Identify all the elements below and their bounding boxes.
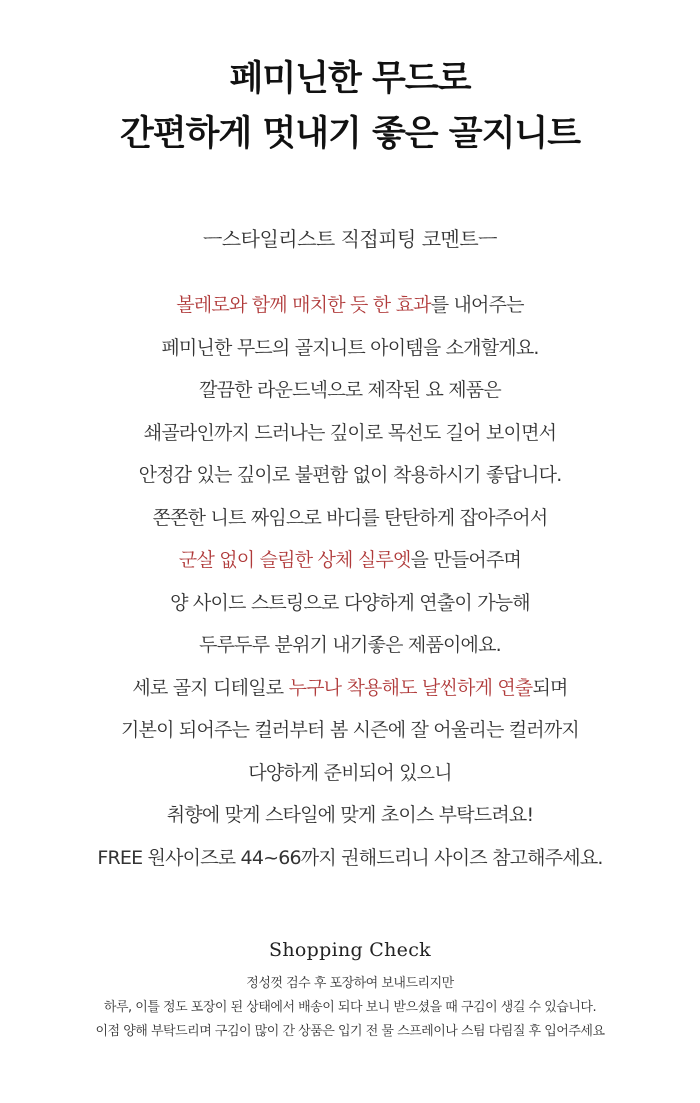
comment-line [0, 284, 700, 327]
comment-line: 다양하게 준비되어 있으니 [248, 761, 452, 784]
comment-line: FREE 원사이즈로 44~66까지 권해드리니 사이즈 참고해주세요. [97, 846, 603, 869]
comment-line: 쫀쫀한 니트 짜임으로 바디를 탄탄하게 잡아주어서 [152, 506, 548, 529]
comment-highlight: 볼레로와 함께 매치한 듯 한 효과 [176, 294, 431, 316]
stylist-comment [0, 284, 700, 879]
comment-line: 기본이 되어주는 컬러부터 봄 시즌에 잘 어울리는 컬러까지 [121, 719, 579, 741]
headline-line-1: 페미닌한 무드로 [229, 59, 471, 99]
comment-line [0, 667, 700, 710]
comment-line: 깔끔한 라운드넥으로 제작된 요 제품은 [199, 379, 501, 401]
shopping-check-title: Shopping Check [269, 939, 431, 961]
comment-text: 세로 골지 디테일로 [132, 676, 289, 699]
notice-line: 하루, 이틀 정도 포장이 된 상태에서 배송이 되다 보니 받으셨을 때 구김이 생길 수 있습니다. [103, 1000, 597, 1015]
comment-line [0, 539, 700, 582]
comment-line: 페미닌한 무드의 골지니트 아이템을 소개할게요. [161, 336, 539, 359]
headline [0, 52, 700, 162]
comment-text: 를 내어주는 [430, 294, 524, 316]
comment-line: 양 사이드 스트링으로 다양하게 연출이 가능해 [170, 591, 530, 614]
comment-line: 두루두루 분위기 내기좋은 제품이에요. [199, 634, 501, 656]
comment-line: 쇄골라인까지 드러나는 깊이로 목선도 길어 보이면서 [143, 421, 557, 444]
stylist-comment-subtitle: ㅡ스타일리스트 직접피팅 코멘트ㅡ [202, 227, 497, 251]
comment-highlight: 누구나 착용해도 날씬하게 연출 [288, 676, 533, 699]
comment-text: 되며 [532, 676, 568, 699]
comment-highlight: 군살 없이 슬림한 상체 실루엣 [178, 549, 411, 571]
headline-line-2: 간편하게 멋내기 좋은 골지니트 [119, 114, 581, 154]
notice-line: 이점 양해 부탁드리며 구김이 많이 간 상품은 입기 전 물 스프레이나 스팀 다림질 후 입어주세요 [95, 1024, 605, 1039]
comment-line: 안정감 있는 깊이로 불편함 없이 착용하시기 좋답니다. [138, 464, 562, 486]
notice-line: 정성껏 검수 후 포장하여 보내드리지만 [246, 976, 454, 991]
comment-line: 취향에 맞게 스타일에 맞게 초이스 부탁드려요! [166, 804, 534, 826]
comment-text: 을 만들어주며 [410, 549, 522, 571]
shopping-check-notice [0, 972, 700, 1044]
